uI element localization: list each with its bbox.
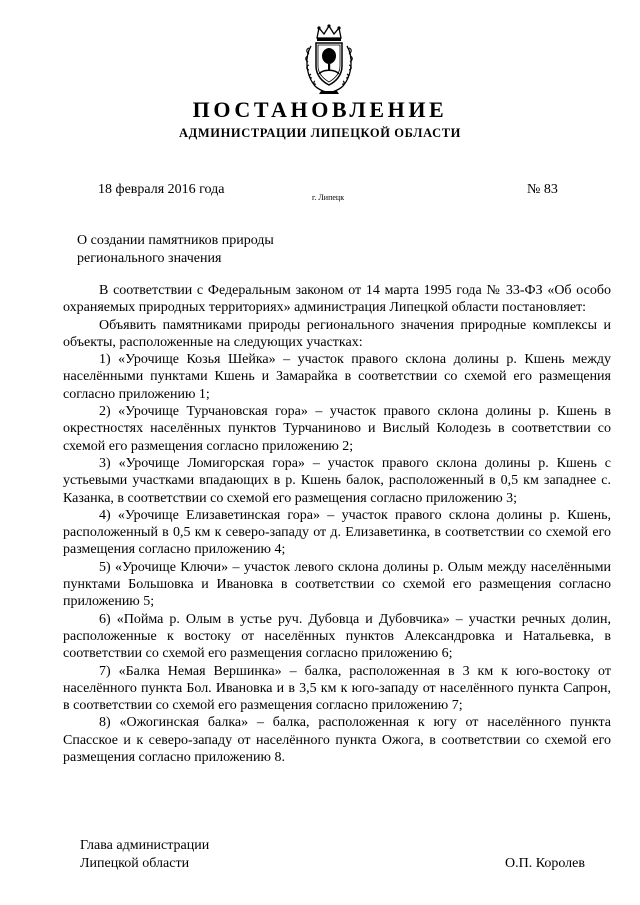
document-subject (77, 232, 274, 268)
body-paragraph: Объявить памятниками природы регионального значения природные комплексы и объекты, расположенные на следующих участках: (63, 317, 611, 350)
document-body (63, 282, 611, 766)
signatory-position (80, 837, 209, 873)
body-paragraph: 6) «Пойма р. Олым в устье руч. Дубовца и Дубовчика» – участки речных долин, расположенные к востоку от населённых пунктов Александровка и Натальевка, в соответствии со схемой его размещения согласно приложению 6; (63, 611, 611, 662)
body-paragraph: 2) «Урочище Турчановская гора» – участок правого склона долины р. Кшень в окрестностях населённых пунктов Турчаниново и Вислый Колодезь в соответствии со схемой его размещения согласно приложению 2; (63, 404, 611, 454)
body-paragraph: В соответствии с Федеральным законом от 14 марта 1995 года № 33-ФЗ «Об особо охраняемых природных территориях» администрация Липецкой области постановляет: (63, 283, 611, 316)
document-title: ПОСТАНОВЛЕНИЕ (192, 97, 448, 122)
signatory-position-line: Липецкой области (80, 856, 190, 871)
document-city: г. Липецк (312, 193, 345, 202)
document-number: № 83 (527, 182, 558, 197)
body-paragraph: 3) «Урочище Ломигорская гора» – участок правого склона долины р. Кшень с устьевыми участками впадающих в р. Кшень балок, расположенный в 0,5 км западнее с. Казанка, в соответствии со схемой его размещения согласно приложению 3; (63, 455, 611, 506)
body-paragraph: 5) «Урочище Ключи» – участок левого склона долины р. Олым между населёнными пунктами Большовка и Ивановка в соответствии со схемой его размещения согласно приложению 5; (63, 559, 611, 610)
document-date: 18 февраля 2016 года (98, 182, 225, 197)
issuing-authority: АДМИНИСТРАЦИИ ЛИПЕЦКОЙ ОБЛАСТИ (179, 126, 461, 140)
subject-line: О создании памятников природы (77, 233, 274, 248)
body-paragraph: 7) «Балка Немая Вершинка» – балка, расположенная в 3 км к юго-востоку от населённого пункта Бол. Ивановка и в 3,5 км к юго-западу от населённого пункта Сапрон, в соответствии со схемой его размещения согласно приложению 7; (63, 663, 611, 714)
coat-of-arms-icon (303, 24, 355, 96)
subject-line: регионального значения (77, 251, 222, 266)
signatory-name: О.П. Королев (505, 856, 585, 871)
body-paragraph: 1) «Урочище Козья Шейка» – участок правого склона долины р. Кшень между населёнными пунктами Кшень и Замарайка в соответствии со схемой его размещения согласно приложению 1; (63, 352, 611, 402)
body-paragraph: 8) «Ожогинская балка» – балка, расположенная к югу от населённого пункта Спасское и к северо-западу от населённого пункта Ожога, в соответствии со схемой его размещения согласно приложению 8. (63, 715, 611, 766)
signatory-position-line: Глава администрации (80, 838, 210, 853)
body-paragraph: 4) «Урочище Елизаветинская гора» – участок правого склона долины р. Кшень, расположенный в 0,5 км к северо-западу от д. Елизаветинка, в соответствии со схемой его размещения согласно приложению 4; (63, 507, 611, 558)
